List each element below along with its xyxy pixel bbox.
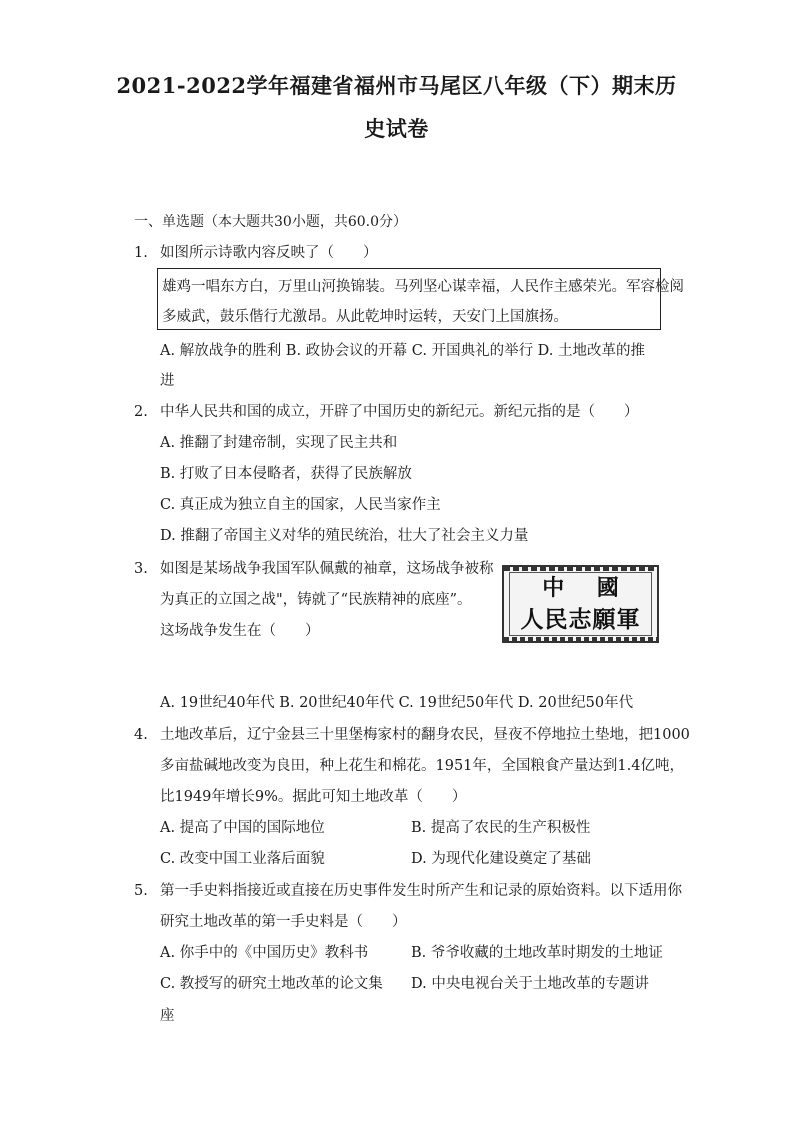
- q3-armband-image: [502, 565, 659, 643]
- q4-stem-line-1: 土地改革后，辽宁金县三十里堡梅家村的翻身农民，昼夜不停地拉土垫地，把1000: [160, 727, 690, 743]
- q3-stem-line-2: 为真正的立国之战"，铸就了“民族精神的底座”。: [160, 592, 472, 608]
- q2-number: 2.: [134, 404, 148, 420]
- q4-stem-line-3: 比1949年增长9%。据此可知土地改革（ ）: [160, 789, 467, 805]
- q5-stem-line-2: 研究土地改革的第一手史料是（ ）: [160, 914, 407, 930]
- q5-number: 5.: [134, 883, 148, 899]
- exam-title-line1: 2021-2022学年福建省福州市马尾区八年级（下）期末历: [116, 73, 677, 98]
- section-heading: 一、单选题（本大题共30小题，共60.0分）: [134, 214, 407, 230]
- armband-text: 人民志願軍: [520, 607, 641, 633]
- q3-stem-line-3: 这场战争发生在（ ）: [160, 623, 320, 639]
- q3-stem-line-1: 如图是某场战争我国军队佩戴的袖章，这场战争被称: [160, 561, 494, 577]
- q4-option-a: A. 提高了中国的国际地位: [160, 820, 325, 836]
- q5-option-a: A. 你手中的《中国历史》教科书: [160, 945, 369, 961]
- q4-option-c: C. 改变中国工业落后面貌: [160, 851, 325, 867]
- q4-option-b: B. 提高了农民的生产积极性: [411, 820, 591, 836]
- q5-option-d-cont: 座: [160, 1008, 175, 1024]
- armband-char-guo: 國: [596, 576, 619, 601]
- q1-poem-line-1: 雄鸡一唱东方白，万里山河换锦装。马列坚心谋幸福，人民作主感荣光。军容检阅: [162, 279, 684, 295]
- q2-option-b: B. 打败了日本侵略者，获得了民族解放: [160, 466, 412, 482]
- q5-option-b: B. 爷爷收藏的土地改革时期发的土地证: [411, 945, 663, 961]
- q4-option-d: D. 为现代化建设奠定了基础: [411, 851, 591, 867]
- q5-stem-line-1: 第一手史料指接近或直接在历史事件发生时所产生和记录的原始资料。以下适用你: [160, 883, 682, 899]
- q2-option-d: D. 推翻了帝国主义对华的殖民统治，壮大了社会主义力量: [160, 528, 529, 544]
- q3-options: A. 19世纪40年代 B. 20世纪40年代 C. 19世纪50年代 D. 20世纪50年代: [160, 695, 634, 711]
- q1-number: 1.: [134, 245, 148, 261]
- q1-poem-line-2: 多威武，鼓乐偕行尤激昂。从此乾坤时运转，天安门上国旗扬。: [162, 309, 568, 325]
- exam-title-line2: 史试卷: [364, 116, 429, 141]
- q1-poem-box: [157, 268, 684, 330]
- armband-char-zhong: 中: [542, 576, 565, 601]
- q1-options: A. 解放战争的胜利 B. 政协会议的开幕 C. 开国典礼的举行 D. 土地改革的推: [160, 343, 646, 359]
- q4-stem-line-2: 多亩盐碱地改变为良田，种上花生和棉花。1951年，全国粮食产量达到1.4亿吨，: [160, 758, 684, 774]
- q5-option-d: D. 中央电视台关于土地改革的专题讲: [411, 976, 649, 992]
- q1-options-cont: 进: [160, 373, 175, 389]
- q2-stem: 中华人民共和国的成立，开辟了中国历史的新纪元。新纪元指的是（ ）: [160, 404, 639, 420]
- q4-number: 4.: [134, 727, 148, 743]
- q2-option-c: C. 真正成为独立自主的国家，人民当家作主: [160, 497, 441, 513]
- q5-option-c: C. 教授写的研究土地改革的论文集: [160, 976, 383, 992]
- q1-stem: 如图所示诗歌内容反映了（ ）: [160, 245, 378, 261]
- q2-option-a: A. 推翻了封建帝制，实现了民主共和: [160, 435, 398, 451]
- q3-number: 3.: [134, 561, 148, 577]
